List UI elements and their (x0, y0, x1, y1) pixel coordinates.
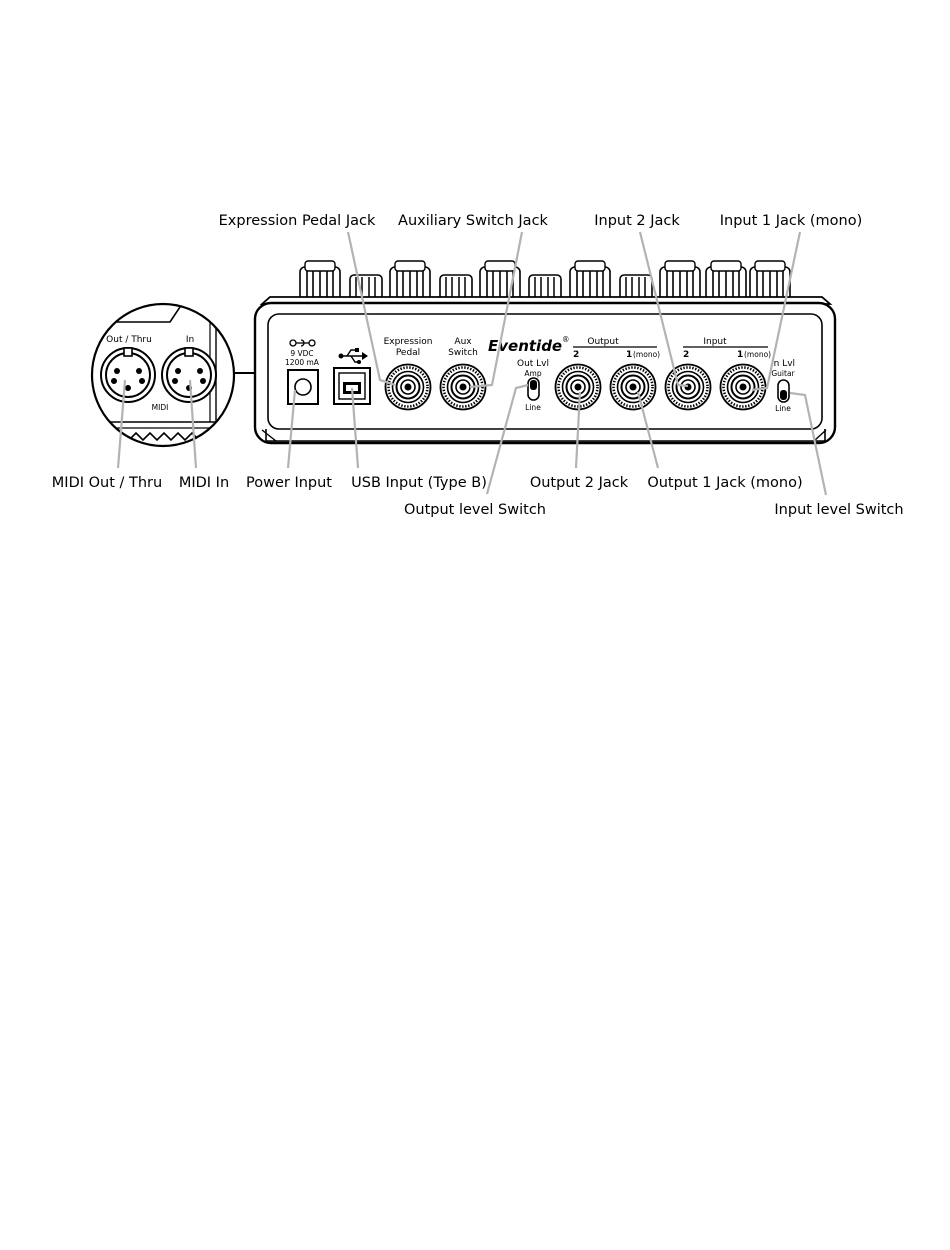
output-group-label: Output (587, 337, 619, 347)
input-1-mono-label: (mono) (744, 350, 772, 359)
callout-output-1-jack: Output 1 Jack (mono) (647, 475, 803, 491)
midi-label: MIDI (151, 403, 169, 412)
callout-midi-out-thru: MIDI Out / Thru (51, 475, 163, 491)
power-voltage-label: 9 VDC (290, 349, 314, 358)
input-2-label: 2 (683, 350, 690, 360)
input-1-jack[interactable] (721, 365, 766, 410)
callout-expression-pedal-jack: Expression Pedal Jack (218, 213, 376, 229)
input-group-label: Input (703, 337, 727, 347)
callout-power-input: Power Input (246, 475, 332, 491)
aux-label-line1: Aux (454, 337, 472, 347)
callout-output-2-jack: Output 2 Jack (529, 475, 629, 491)
out-lvl-line-label: Line (525, 403, 541, 412)
output-2-label: 2 (573, 350, 580, 360)
input-2-jack[interactable] (666, 365, 711, 410)
output-level-switch-toggle (530, 380, 537, 390)
brand-registered-mark: ® (562, 335, 570, 344)
output-1-mono-label: (mono) (633, 350, 661, 359)
output-2-jack[interactable] (556, 365, 601, 410)
in-lvl-guitar-label: Guitar (771, 369, 795, 378)
brand-logo: Eventide (488, 337, 563, 355)
in-lvl-line-label: Line (775, 404, 791, 413)
input-level-switch-toggle (780, 390, 787, 400)
callout-input-2-jack: Input 2 Jack (594, 213, 680, 229)
midi-in-port[interactable] (162, 348, 216, 402)
power-current-label: 1200 mA (285, 358, 319, 367)
expression-label-line1: Expression (383, 337, 433, 347)
output-1-label: 1 (626, 350, 633, 360)
callout-auxiliary-switch-jack: Auxiliary Switch Jack (398, 213, 548, 229)
callout-midi-in: MIDI In (178, 475, 230, 491)
midi-out-thru-port[interactable] (101, 348, 155, 402)
midi-inset (80, 304, 260, 446)
callout-output-level-switch: Output level Switch (403, 502, 547, 518)
aux-label-line2: Switch (448, 348, 478, 358)
midi-out-thru-label: Out / Thru (106, 335, 152, 345)
midi-in-label: In (185, 335, 195, 345)
expression-pedal-jack[interactable] (386, 365, 431, 410)
expression-label-line2: Pedal (395, 348, 421, 358)
input-1-label: 1 (737, 350, 744, 360)
out-lvl-label: Out Lvl (516, 359, 550, 369)
out-lvl-amp-label: Amp (524, 369, 542, 378)
callout-input-level-switch: Input level Switch (774, 502, 904, 518)
in-lvl-label: In Lvl (770, 359, 796, 369)
power-jack-socket (295, 379, 311, 395)
callout-usb-input: USB Input (Type B) (351, 475, 487, 491)
output-1-jack[interactable] (611, 365, 656, 410)
callout-input-1-jack: Input 1 Jack (mono) (719, 213, 863, 229)
